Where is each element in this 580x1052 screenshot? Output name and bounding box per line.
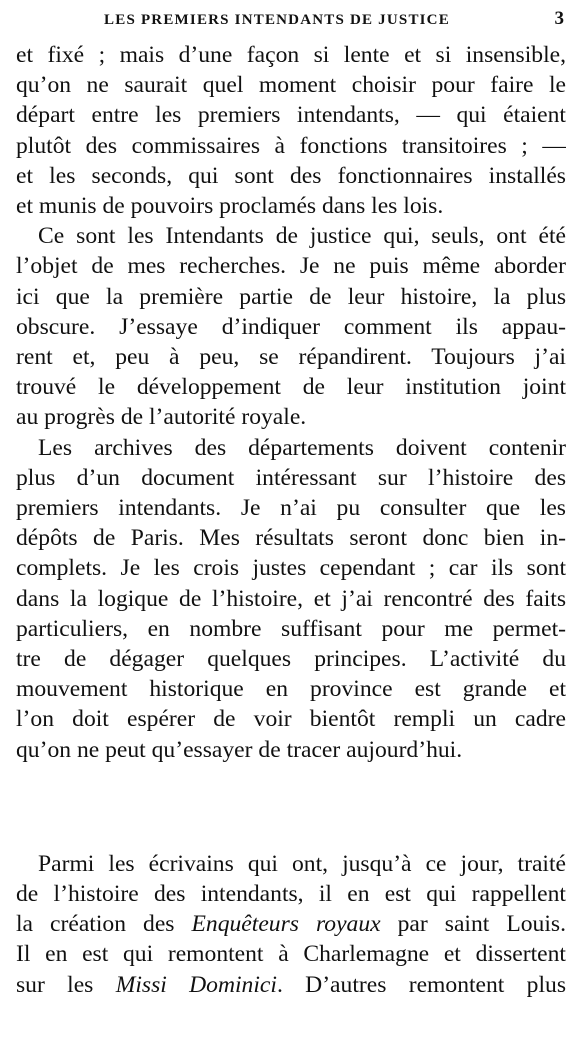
paragraph-3 xyxy=(16,433,566,765)
text-line: de l’histoire des intendants, il en est qui rappellent xyxy=(16,881,566,908)
paragraph-2 xyxy=(16,221,566,432)
text-line: tre de dégager quelques principes. L’activité du xyxy=(16,646,566,673)
italic-term: Missi Dominici xyxy=(115,971,277,998)
text-line: ici que la première partie de leur histoire, la plus xyxy=(16,283,566,310)
text-line: Ce sont les Intendants de justice qui, seuls, ont été xyxy=(38,223,566,250)
text-line: au progrès de l’autorité royale. xyxy=(16,404,307,431)
page-number: 3 xyxy=(554,8,564,29)
text-line: Les archives des départements doivent contenir xyxy=(38,434,566,461)
text-segment: sur les xyxy=(16,971,116,998)
text-line-mixed xyxy=(16,909,566,939)
text-line: Parmi les écrivains qui ont, jusqu’à ce jour, traité xyxy=(38,850,566,877)
text-segment: par saint Louis. xyxy=(380,911,566,938)
text-line: plutôt des commissaires à fonctions transitoires ; — xyxy=(16,132,566,159)
text-line: rent et, peu à peu, se répandirent. Toujours j’ai xyxy=(16,344,566,371)
text-line: obscure. J’essaye d’indiquer comment ils appau- xyxy=(16,313,566,340)
text-line: complets. Je les crois justes cependant ; car ils sont xyxy=(16,555,566,582)
text-line: l’on doit espérer de voir bientôt rempli un cadre xyxy=(16,706,566,733)
text-line: trouvé le développement de leur institution joint xyxy=(16,374,566,401)
text-line: et fixé ; mais d’une façon si lente et si insensible, xyxy=(16,42,566,68)
text-line: qu’on ne peut qu’essayer de tracer aujourd’hui. xyxy=(16,736,463,763)
running-head: LES PREMIERS INTENDANTS DE JUSTICE xyxy=(104,12,450,28)
section-break xyxy=(16,765,566,849)
text-line: mouvement historique en province est grande et xyxy=(16,676,566,703)
text-line: et munis de pouvoirs proclamés dans les lois. xyxy=(16,193,444,220)
paragraph-4 xyxy=(16,849,566,1000)
text-segment: la création des xyxy=(16,911,192,938)
page-header xyxy=(16,0,566,40)
text-line: l’objet de mes recherches. Je ne puis même aborder xyxy=(16,253,566,280)
body-text xyxy=(16,40,566,1000)
text-line: premiers intendants. Je n’ai pu consulter que les xyxy=(16,495,566,522)
text-line: départ entre les premiers intendants, — qui étaient xyxy=(16,102,566,129)
text-line: Il en est qui remontent à Charlemagne et dissertent xyxy=(16,941,566,968)
text-line: particuliers, en nombre suffisant pour me permet- xyxy=(16,615,566,642)
text-line: dans la logique de l’histoire, et j’ai rencontré des faits xyxy=(16,585,566,612)
italic-term: Enquêteurs royaux xyxy=(191,911,381,938)
text-line: et les seconds, qui sont des fonctionnaires installés xyxy=(16,162,566,189)
text-line-mixed xyxy=(16,970,566,1000)
text-line: plus d’un document intéressant sur l’histoire des xyxy=(16,464,566,491)
text-segment: . D’autres remontent plus xyxy=(276,971,566,998)
paragraph-1 xyxy=(16,40,566,221)
text-line: qu’on ne saurait quel moment choisir pour faire le xyxy=(16,72,566,99)
text-line: dépôts de Paris. Mes résultats seront donc bien in- xyxy=(16,525,566,552)
